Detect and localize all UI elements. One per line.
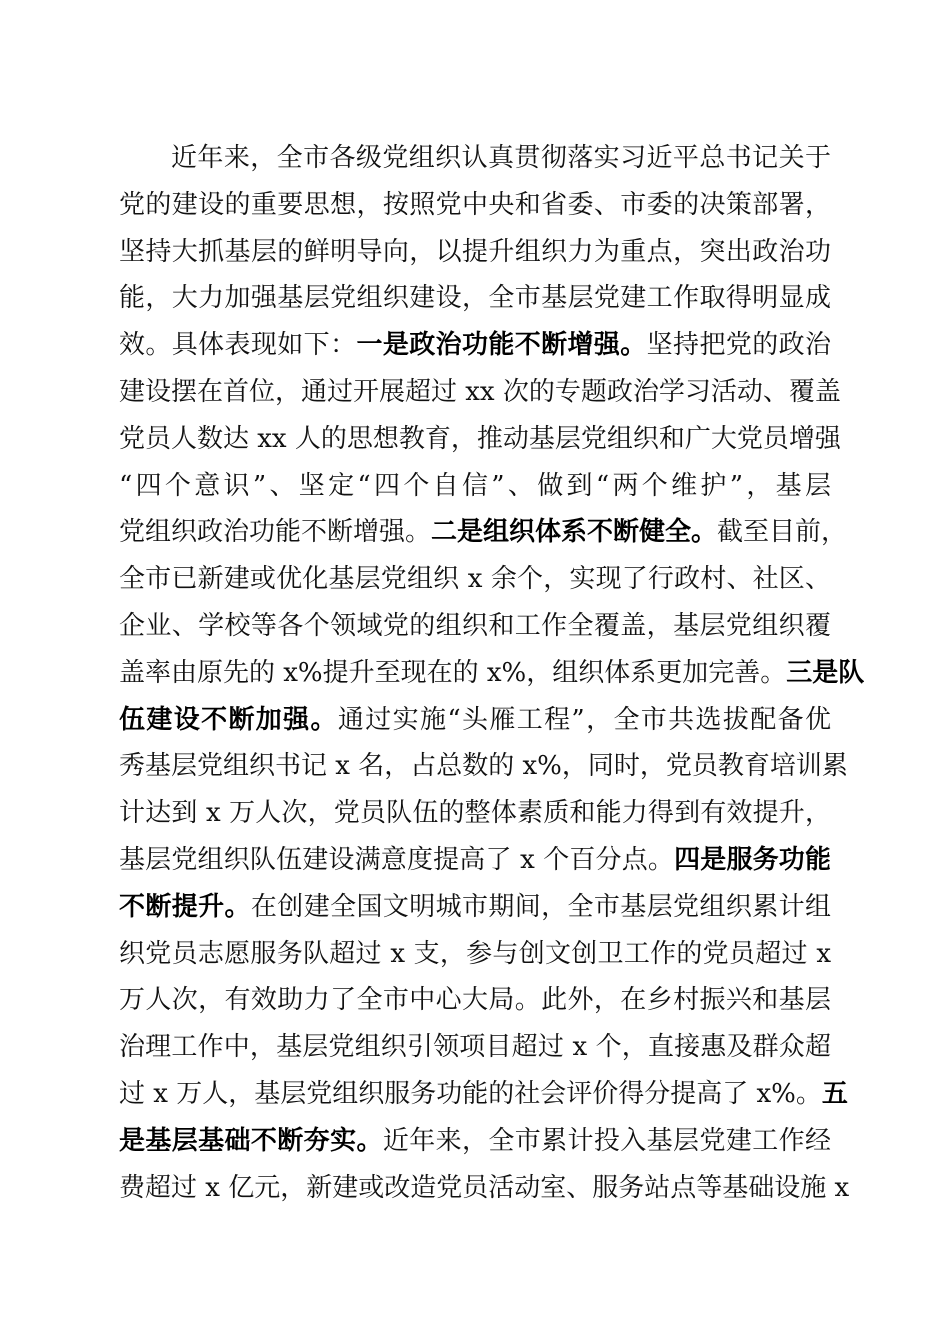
text-segment: 过 x 万人，基层党组织服务功能的社会评价得分提高了 x%。 (119, 1078, 822, 1109)
text-segment: 近年来，全市累计投入基层党建工作经 (382, 1125, 831, 1156)
text-line (119, 416, 841, 463)
text-line (119, 1165, 850, 1212)
text-segment: 通过实施“头雁工程”，全市共选拔配备优 (337, 704, 831, 735)
bold-heading-phrase: 不断提升。 (119, 891, 251, 922)
text-line (119, 743, 848, 790)
text-line (119, 275, 831, 322)
text-segment: 党组织政治功能不断增强。 (119, 517, 432, 548)
text-line (119, 697, 831, 744)
text-line (119, 229, 831, 276)
bold-heading-phrase: 五 (821, 1078, 848, 1109)
bold-heading-phrase: 三是队 (786, 657, 865, 688)
text-segment: 党的建设的重要思想，按照党中央和省委、市委的决策部署， (119, 189, 831, 220)
text-line (119, 369, 841, 416)
text-line (119, 509, 848, 556)
text-line (119, 1071, 848, 1118)
text-segment: 秀基层党组织书记 x 名，占总数的 x%，同时，党员教育培训累 (119, 751, 848, 782)
text-segment: 在创建全国文明城市期间，全市基层党组织累计组 (250, 891, 831, 922)
text-segment: 基层党组织队伍建设满意度提高了 x 个百分点。 (119, 844, 675, 875)
body-paragraph (119, 135, 865, 1211)
text-segment: 近年来，全市各级党组织认真贯彻落实习近平总书记关于 (171, 143, 831, 173)
text-line (119, 556, 831, 603)
text-segment: 企业、学校等各个领域党的组织和工作全覆盖，基层党组织覆 (119, 610, 831, 641)
text-segment: 坚持大抓基层的鲜明导向，以提升组织力为重点，突出政治功 (119, 236, 831, 267)
text-segment: 盖率由原先的 x%提升至现在的 x%，组织体系更加完善。 (119, 657, 787, 688)
text-segment: 万人次，有效助力了全市中心大局。此外，在乡村振兴和基层 (119, 985, 831, 1016)
text-segment: 坚持把党的政治 (646, 330, 831, 361)
text-segment: 全市已新建或优化基层党组织 x 余个，实现了行政村、社区、 (119, 564, 831, 595)
text-segment: 计达到 x 万人次，党员队伍的整体素质和能力得到有效提升， (119, 798, 831, 829)
text-segment: 费超过 x 亿元，新建或改造党员活动室、服务站点等基础设施 x (119, 1172, 850, 1203)
text-segment: 建设摆在首位，通过开展超过 xx 次的专题政治学习活动、覆盖 (119, 376, 841, 407)
text-line (119, 931, 831, 978)
text-line (119, 1024, 831, 1071)
text-segment: 治理工作中，基层党组织引领项目超过 x 个，直接惠及群众超 (119, 1032, 831, 1063)
bold-heading-phrase: 是基层基础不断夯实。 (119, 1125, 383, 1156)
text-segment: 党员人数达 xx 人的思想教育，推动基层党组织和广大党员增强 (119, 423, 841, 454)
text-line (119, 977, 831, 1024)
text-segment: “四个意识”、坚定“四个自信”、做到“两个维护”，基层 (119, 470, 831, 501)
text-line (119, 884, 831, 931)
text-line (119, 135, 831, 182)
text-line (119, 182, 831, 229)
bold-heading-phrase: 二是组织体系不断健全。 (431, 517, 718, 548)
text-line (119, 790, 831, 837)
text-line (119, 837, 831, 884)
bold-heading-phrase: 一是政治功能不断增强。 (356, 330, 647, 361)
bold-heading-phrase: 伍建设不断加强。 (119, 704, 338, 735)
text-line (119, 603, 831, 650)
text-line (119, 322, 831, 369)
text-line (119, 650, 865, 697)
text-segment: 能，大力加强基层党组织建设，全市基层党建工作取得明显成 (119, 283, 831, 314)
text-segment: 截至目前， (717, 517, 848, 548)
bold-heading-phrase: 四是服务功能 (674, 844, 831, 875)
text-line (119, 463, 831, 510)
text-segment: 织党员志愿服务队超过 x 支，参与创文创卫工作的党员超过 x (119, 938, 831, 969)
text-segment: 效。具体表现如下： (119, 330, 357, 361)
text-line (119, 1118, 831, 1165)
